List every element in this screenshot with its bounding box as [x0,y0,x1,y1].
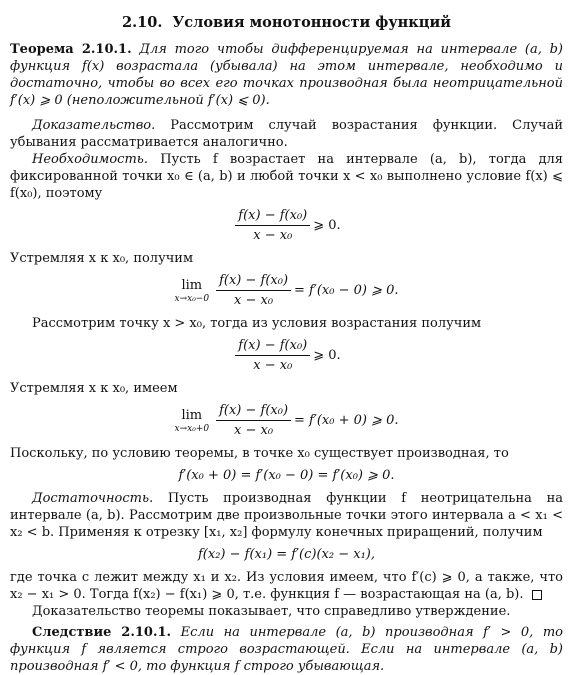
eq4-rhs: = f′(x₀ + 0) ⩾ 0. [294,413,399,428]
eq2-rhs: = f′(x₀ − 0) ⩾ 0. [294,283,399,298]
necessity-paragraph [10,151,563,202]
proof-intro [10,117,563,151]
eq2-numerator: f(x) − f(x₀) [216,272,291,291]
section-number: 2.10. [122,14,163,31]
eq2-lim: lim [181,278,203,293]
eq4-subscript: x→x₀+0 [174,424,210,434]
eq3-rhs: ⩾ 0. [313,348,341,363]
eq4-numerator: f(x) − f(x₀) [216,402,291,421]
sufficiency-text: Пусть производная функции f неотрицательна на интервале (a, b). Рассмотрим две произвольные точки этого интервала a < x₁ < x₂ < b. Применяя к отрезку [x₁, x₂] формулу конечных приращений, получим [10,491,563,540]
necessity-label: Необходимость. [32,152,148,167]
eq4-denominator: x − x₀ [234,423,274,438]
eq4-lim: lim [181,408,203,423]
necessity-text: Пусть f возрастает на интервале (a, b), тогда для фиксированной точки x₀ ∈ (a, b) и любой точки x < x₀ выполнено условие f(x) ⩽ f(x₀), поэтому [10,152,563,201]
corollary-text: Если на интервале (a, b) производная f′ > 0, то функция f является строго возрастающей. Если на интервале (a, b) производная f′ < 0, то функция f строго убывающая. [10,625,564,674]
eq2-subscript: x→x₀−0 [174,294,210,304]
eq2-denominator: x − x₀ [234,293,274,308]
equation-2 [10,272,563,309]
theorem-block [10,41,563,109]
where-paragraph [10,569,563,603]
tend-2: Устремляя x к x₀, имеем [10,381,178,396]
page [10,14,563,675]
equation-6: f(x₂) − f(x₁) = f′(c)(x₂ − x₁), [197,547,376,562]
section-heading [10,14,563,31]
eq1-denominator: x − x₀ [253,228,293,243]
shows-paragraph: Доказательство теоремы показывает, что справедливо утверждение. [32,604,511,619]
eq1-numerator: f(x) − f(x₀) [235,207,310,226]
consider-paragraph: Рассмотрим точку x > x₀, тогда из условия возрастания получим [32,316,482,331]
corollary-block [10,624,563,675]
qed-square-icon [532,590,542,600]
where-text: где точка c лежит между x₁ и x₂. Из условия имеем, что f′(c) ⩾ 0, а также, что x₂ − x₁ > 0. Тогда f(x₂) − f(x₁) ⩾ 0, т.е. функция f — возрастающая на (a, b). [10,570,563,602]
equation-4 [10,402,563,439]
sufficiency-paragraph [10,490,563,541]
equation-1 [10,207,563,244]
eq3-numerator: f(x) − f(x₀) [235,337,310,356]
corollary-label: Следствие 2.10.1. [32,625,172,640]
proof-intro-text: Рассмотрим случай возрастания функции. Случай убывания рассматривается аналогично. [10,118,563,150]
tend-1: Устремляя x к x₀, получим [10,251,194,266]
theorem-label: Теорема 2.10.1. [10,42,132,57]
theorem-text: Для того чтобы дифференцируемая на интервале (a, b) функция f(x) возрастала (убывала) на этом интервале, необходимо и достаточно, чтобы во всех его точках производная была неотрицательной f′(x) ⩾ 0 (неположительной f′(x) ⩽ 0). [10,42,564,108]
proof-label: Доказательство. [32,118,156,133]
since-paragraph: Поскольку, по условию теоремы, в точке x₀ существует производная, то [10,446,509,461]
eq1-rhs: ⩾ 0. [313,218,341,233]
eq3-denominator: x − x₀ [253,358,293,373]
equation-5: f′(x₀ + 0) = f′(x₀ − 0) = f′(x₀) ⩾ 0. [178,468,395,483]
sufficiency-label: Достаточность. [32,491,154,506]
equation-3 [10,337,563,374]
section-title: Условия монотонности функций [172,14,451,31]
